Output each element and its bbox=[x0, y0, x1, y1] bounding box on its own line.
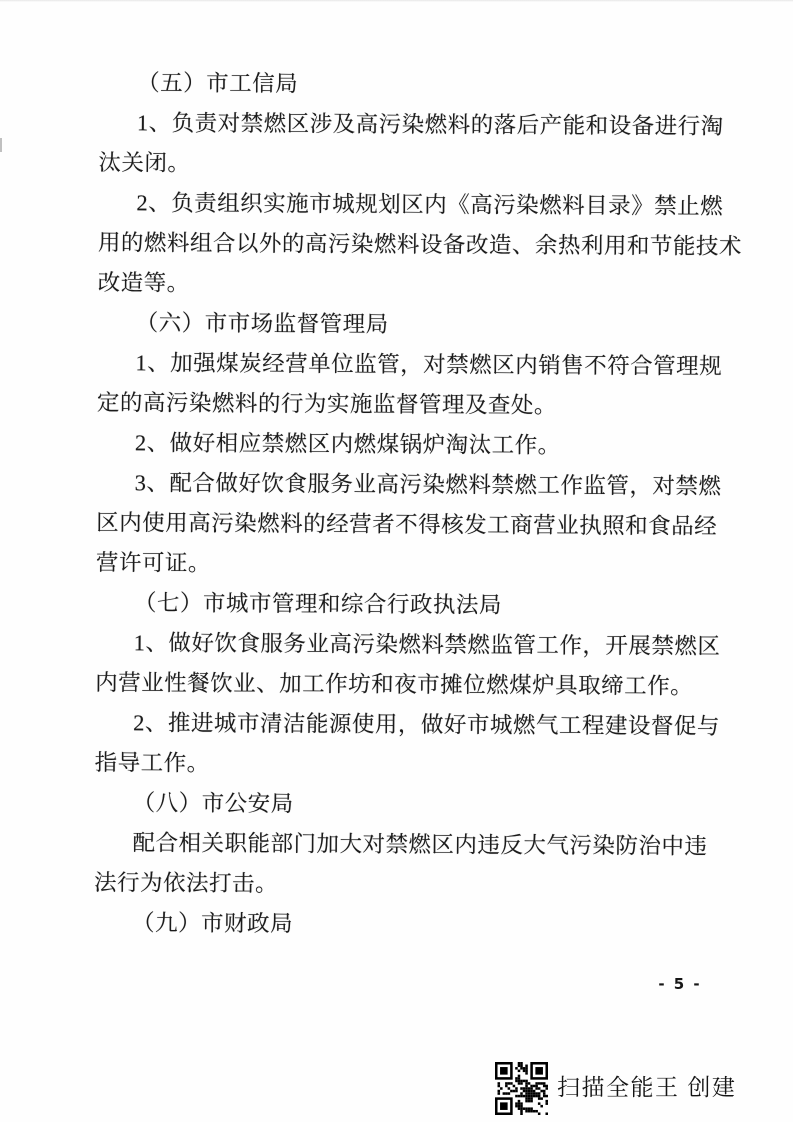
scan-edge-artifact bbox=[0, 0, 793, 2]
scan-mark-artifact bbox=[0, 138, 2, 152]
paragraph-line: 营许可证。 bbox=[95, 549, 212, 576]
paragraph-line: 3、配合做好饮食服务业高污染燃料禁燃工作监管，对禁燃 bbox=[134, 470, 722, 499]
paragraph-line: 用的燃料组合以外的高污染燃料设备改造、余热利用和节能技术 bbox=[97, 229, 742, 259]
section-heading: （六）市市场监督管理局 bbox=[135, 310, 389, 337]
paragraph-line: 指导工作。 bbox=[94, 749, 210, 776]
section-heading: （八）市公安局 bbox=[132, 790, 294, 817]
section-heading: （九）市财政局 bbox=[131, 910, 294, 937]
section-heading: （七）市城市管理和综合行政执法局 bbox=[133, 590, 503, 618]
paragraph-line: 2、做好相应禁燃区内燃煤锅炉淘汰工作。 bbox=[134, 430, 561, 458]
paragraph-line: 配合相关职能部门加大对禁燃区内违反大气污染防治中违 bbox=[132, 830, 708, 859]
paragraph-line: 法行为依法打击。 bbox=[93, 869, 279, 897]
paragraph-line: 区内使用高污染燃料的经营者不得核发工商营业执照和食品经 bbox=[96, 509, 718, 539]
page-number: - 5 - bbox=[658, 975, 702, 993]
paragraph-line: 1、负责对禁燃区涉及高污染燃料的落后产能和设备进行淘 bbox=[136, 110, 724, 139]
paragraph-line: 定的高污染燃料的行为实施监督管理及查处。 bbox=[96, 389, 558, 418]
scanner-caption: 扫描全能王 创建 bbox=[557, 1074, 737, 1100]
qr-code bbox=[495, 1062, 548, 1115]
paragraph-line: 1、加强煤炭经营单位监管，对禁燃区内销售不符合管理规 bbox=[135, 350, 723, 379]
document-body bbox=[93, 63, 742, 947]
paragraph-line: 1、做好饮食服务业高污染燃料禁燃监管工作，开展禁燃区 bbox=[133, 630, 721, 659]
paragraph-line: 2、负责组织实施市城规划区内《高污染燃料目录》禁止燃 bbox=[136, 190, 724, 219]
paragraph-line: 汰关闭。 bbox=[98, 149, 191, 176]
paragraph-line: 内营业性餐饮业、加工作坊和夜市摊位燃煤炉具取缔工作。 bbox=[95, 669, 694, 699]
paragraph-line: 改造等。 bbox=[97, 269, 190, 296]
paragraph-line: 2、推进城市清洁能源使用，做好市城燃气工程建设督促与 bbox=[133, 710, 721, 739]
section-heading: （五）市工信局 bbox=[137, 70, 299, 97]
